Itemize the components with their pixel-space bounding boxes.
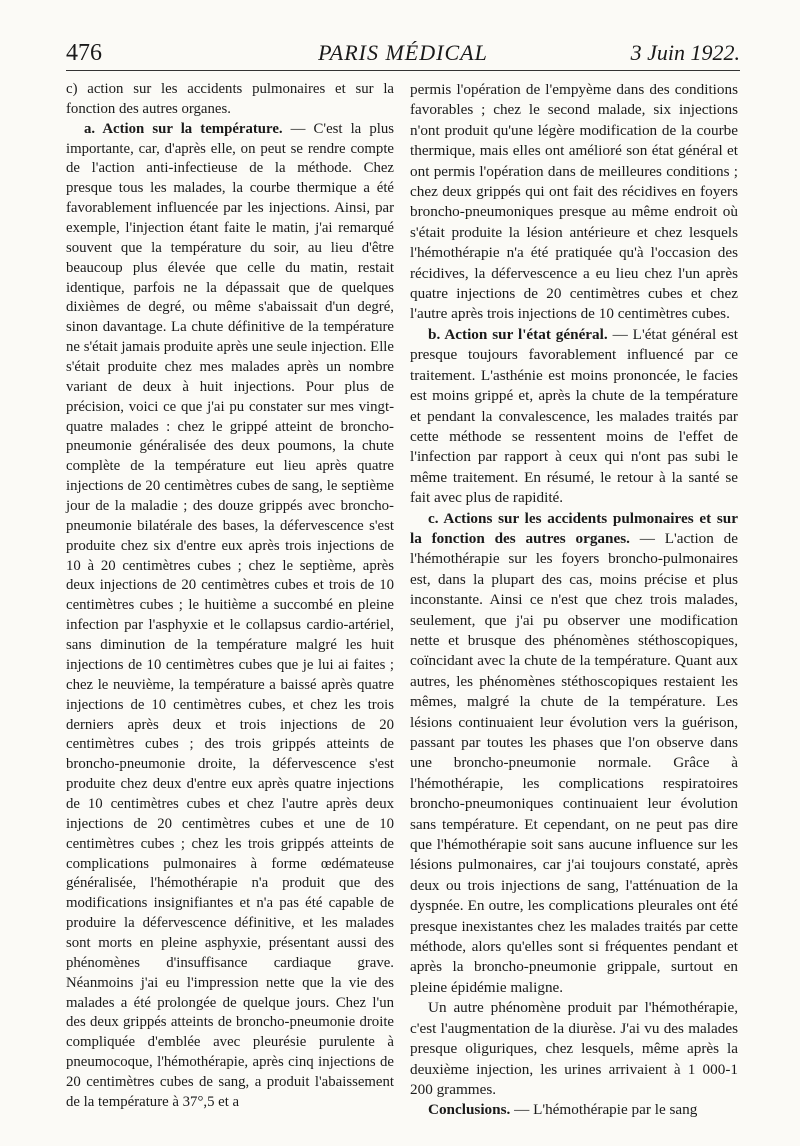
left-column: [66, 80, 394, 1113]
paragraph-general-state: [410, 325, 738, 509]
section-heading: b. Action sur l'état général.: [428, 325, 608, 343]
journal-title: PARIS MÉDICAL: [318, 40, 488, 65]
section-heading: a. Action sur la température.: [84, 120, 283, 137]
paragraph: Un autre phénomène produit par l'hémothérapie, c'est l'augmentation de la diurèse. J'ai vu des malades presque oliguriques, chez lesquels, même après la deuxième injection, les urines arrivaient à 1 000-1 200 grammes.: [410, 999, 738, 1098]
section-heading: Conclusions.: [428, 1101, 511, 1119]
paragraph: c) action sur les accidents pulmonaires et sur la fonction des autres organes.: [66, 81, 394, 117]
issue-date: 3 Juin 1922.: [630, 40, 740, 65]
paragraph-text: — L'état général est presque toujours favorablement influencé par ce traitement. L'asthénie est moins prononcée, le facies est moins grippé et, après la chute de la température et pendant la convalescence, les malades traités par cette méthode se ressentent moins de l'effet de l'infection par rapport à ceux qui n'ont pas subi le même traitement. En résumé, le retour à la santé se fait avec plus de rapidité.: [410, 325, 738, 507]
paragraph-text: — L'hémothérapie par le sang: [510, 1101, 698, 1119]
right-column: [410, 80, 738, 1121]
paragraph-text: — C'est la plus importante, car, d'après elle, on peut se rendre compte de l'action anti-infectieuse de la méthode. Chez presque tous les malades, la courbe thermique a été favorablement influencée par les injections. Ainsi, par exemple, l'injection étant faite le matin, j'ai remarqué souvent que la température du soir, au lieu d'être beaucoup plus élevée que celle du matin, restait identique, parfois ne la dépassait que de quelques dixièmes de degré, ou même s'abaissait d'un degré, sinon davantage. La chute définitive de la température ne s'était jamais produite après une seule injection. Elle s'était produite chez mes malades après un nombre variant de deux à huit injections. Pour plus de précision, voici ce que j'ai pu constater sur mes vingt-quatre malades : chez le grippé atteint de broncho-pneumonie généralisée des deux poumons, la chute complète de la température eut lieu après quatre injections de 20 centimètres cubes de sang, le septième jour de la maladie ; des douze grippés avec broncho-pneumonie bilatérale des bases, la défervescence s'est produite chez six d'entre eux après trois injections de 10 à 20 centimètres cubes ; chez le septième, après deux injections de 20 centimètres cubes et trois de 10 centimètres cubes ; le huitième a succombé en pleine infection par l'asphyxie et le collapsus cardio-artériel, sans diminution de la température malgré les huit injections de 10 centimètres cubes que je lui ai faites ; chez le neuvième, la température a baissé après quatre injections de 10 centimètres cubes, et chez les trois derniers après deux et trois injections de 20 centimètres cubes ; des trois grippés atteints de broncho-pneumonie droite, la défervescence s'est produite chez deux d'entre eux après quatre injections de 10 centimètres cubes et chez l'autre après deux injections de 20 centimètres cubes et une de 10 centimètres cubes ; chez les trois grippés atteints de complications pulmonaires à forme œdémateuse généralisée, l'hémothérapie n'a produit que des modifications insignifiantes et n'a pas été capable de produire la défervescence définitive, et les malades sont morts en pleine asphyxie, présentant aussi des phénomènes d'insuffisance cardiaque grave. Néanmoins j'ai eu l'impression nette que la vie des malades a été prolongée de quelque jours. Chez l'un des deux grippés atteints de broncho-pneumonie droite compliquée d'emblée avec pleurésie purulente à pneumocoque, l'hémothérapie, après cinq injections de 20 centimètres cubes de sang, a produit l'abaissement de la température à 37°,5 et a: [66, 120, 394, 1110]
section-heading: c. Actions sur les accidents pulmonaires et sur la fonction des autres organes.: [410, 509, 738, 547]
paragraph-pulmonary: [410, 509, 738, 999]
paragraph: permis l'opération de l'empyème dans des conditions favorables ; chez le second malade, six injections n'ont produit qu'une légère modification de la courbe thermique, mais elles ont amélioré son état général et ont permis l'opération dans de meilleures conditions ; chez deux grippés qui ont fait des récidives en foyers broncho-pneumoniques presque au même endroit où s'était produite la lésion antérieure et chez lesquels l'hémothérapie n'a été pratiquée qu'à l'occasion des récidives, la défervescence a eu lieu chez l'un après quatre injections de 20 centimètres cubes et chez l'autre après trois injections de 10 centimètres cubes.: [410, 81, 738, 323]
paragraph-text: — L'action de l'hémothérapie sur les foyers broncho-pulmonaires est, dans la plupart des cas, moins précise et plus inconstante. Ainsi ce n'est que chez trois malades, seulement, que j'ai pu observer une modification nette et brusque des phénomènes stéthoscopiques, coïncidant avec la chute de la température. Quant aux autres, les phénomènes stéthoscopiques restaient les mêmes, malgré la chute de la température. Les lésions continuaient leur évolution vers la guérison, passant par toutes les phases que l'on observe dans une broncho-pneumonie normale. Grâce à l'hémothérapie, les complications respiratoires broncho-pneumoniques continuaient leur évolution sans température. Et cependant, on ne peut pas dire que l'hémothérapie soit sans aucune influence sur les lésions pulmonaires, car j'ai toujours constaté, après deux ou trois injections de sang, l'atténuation de la dyspnée. En outre, les complications pleurales ont été presque inexistantes chez les malades traités par cette méthode, alors qu'elles sont si fréquentes pendant et après la broncho-pneumonie grippale, surtout en pleine épidémie maligne.: [410, 529, 738, 996]
running-header: [66, 36, 740, 71]
paragraph-conclusions: [410, 1100, 738, 1120]
paragraph-temperature: [66, 120, 394, 1113]
page-number: 476: [66, 40, 102, 66]
